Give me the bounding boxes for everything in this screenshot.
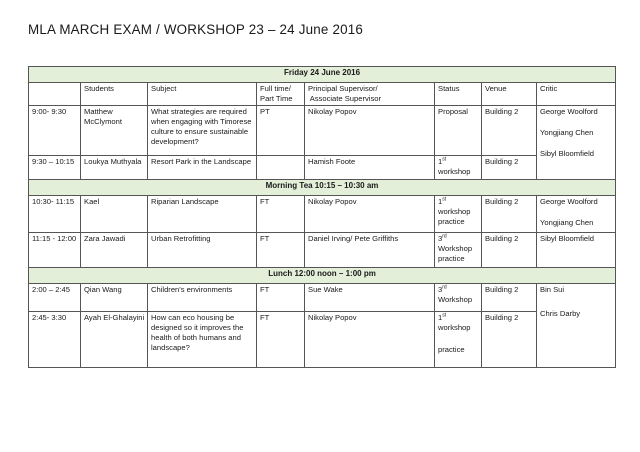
status-number: 3 xyxy=(438,234,443,243)
session-mode: PT xyxy=(257,106,305,156)
status-ordinal: st xyxy=(442,156,447,163)
session-venue: Building 2 xyxy=(482,196,537,233)
session-time: 9:30 – 10:15 xyxy=(29,156,81,180)
session-subject: What strategies are required when engaging with Timorese culture to ensure sustainable development? xyxy=(148,106,257,156)
session-subject: Children's environments xyxy=(148,284,257,312)
session-student: Matthew McClymont xyxy=(81,106,148,156)
critic-name: Yongjiang Chen xyxy=(540,218,594,227)
break-row xyxy=(29,180,616,196)
document-title: MLA MARCH EXAM / WORKSHOP 23 – 24 June 2016 xyxy=(28,22,364,37)
session-mode: FT xyxy=(257,284,305,312)
status-number: 1 xyxy=(438,157,443,166)
header-status: Status xyxy=(435,83,482,106)
critic-name: Sibyl Bloomfield xyxy=(540,149,595,158)
session-supervisor: Nikolay Popov xyxy=(305,312,435,368)
session-venue: Building 2 xyxy=(482,106,537,156)
session-status xyxy=(435,284,482,312)
table-row xyxy=(29,312,616,368)
session-critics-morning-2a xyxy=(537,196,616,233)
header-mode-line2: Part Time xyxy=(260,94,293,103)
schedule-table xyxy=(28,66,616,368)
column-header-row xyxy=(29,83,616,106)
session-venue: Building 2 xyxy=(482,284,537,312)
header-students: Students xyxy=(81,83,148,106)
session-mode: FT xyxy=(257,233,305,268)
critic-name: Chris Darby xyxy=(540,309,581,318)
day-header-row xyxy=(29,67,616,83)
status-number: 3 xyxy=(438,285,443,294)
status-text: workshop xyxy=(438,323,471,332)
session-supervisor: Nikolay Popov xyxy=(305,106,435,156)
status-number: 1 xyxy=(438,197,443,206)
status-text: workshop xyxy=(438,167,471,176)
header-time xyxy=(29,83,81,106)
session-time: 9:00- 9:30 xyxy=(29,106,81,156)
status-ordinal: rd xyxy=(442,284,447,291)
table-row xyxy=(29,196,616,233)
session-student: Loukya Muthyala xyxy=(81,156,148,180)
day-header: Friday 24 June 2016 xyxy=(29,67,616,83)
header-subject: Subject xyxy=(148,83,257,106)
lunch-break: Lunch 12:00 noon – 1:00 pm xyxy=(29,268,616,284)
session-status xyxy=(435,196,482,233)
morning-tea-break: Morning Tea 10:15 – 10:30 am xyxy=(29,180,616,196)
session-subject: Riparian Landscape xyxy=(148,196,257,233)
session-supervisor: Sue Wake xyxy=(305,284,435,312)
session-venue: Building 2 xyxy=(482,156,537,180)
critic-name: George Woolford xyxy=(540,107,598,116)
session-supervisor: Hamish Foote xyxy=(305,156,435,180)
session-student: Kael xyxy=(81,196,148,233)
session-venue: Building 2 xyxy=(482,312,537,368)
session-status xyxy=(435,233,482,268)
status-extra: practice xyxy=(438,345,465,354)
header-venue: Venue xyxy=(482,83,537,106)
status-ordinal: rd xyxy=(442,233,447,240)
status-text: Workshop practice xyxy=(438,244,473,263)
header-mode-line1: Full time/ xyxy=(260,84,291,93)
header-supervisor-line1: Principal Supervisor/ xyxy=(308,84,378,93)
header-supervisor-line2: Associate Supervisor xyxy=(308,94,382,103)
header-critic: Critic xyxy=(537,83,616,106)
session-supervisor: Daniel Irving/ Pete Griffiths xyxy=(305,233,435,268)
session-status xyxy=(435,156,482,180)
session-supervisor: Nikolay Popov xyxy=(305,196,435,233)
header-supervisor xyxy=(305,83,435,106)
status-text: Workshop xyxy=(438,295,473,304)
header-mode xyxy=(257,83,305,106)
session-critics-morning-2b: Sibyl Bloomfield xyxy=(537,233,616,268)
status-number: 1 xyxy=(438,313,443,322)
status-ordinal: st xyxy=(442,312,447,319)
session-time: 2:00 – 2:45 xyxy=(29,284,81,312)
table-row xyxy=(29,106,616,156)
table-row xyxy=(29,233,616,268)
session-status xyxy=(435,312,482,368)
session-subject: Urban Retrofitting xyxy=(148,233,257,268)
session-venue: Building 2 xyxy=(482,233,537,268)
session-mode: FT xyxy=(257,312,305,368)
session-critics-morning-1 xyxy=(537,106,616,180)
session-critics-afternoon xyxy=(537,284,616,368)
break-row xyxy=(29,268,616,284)
session-mode xyxy=(257,156,305,180)
table-row xyxy=(29,156,616,180)
session-student: Ayah El-Ghalayini xyxy=(81,312,148,368)
status-text: workshop practice xyxy=(438,207,471,226)
status-ordinal: st xyxy=(442,196,447,203)
session-status: Proposal xyxy=(435,106,482,156)
critic-name: Yongjiang Chen xyxy=(540,128,594,137)
session-student: Qian Wang xyxy=(81,284,148,312)
session-time: 2:45- 3:30 xyxy=(29,312,81,368)
session-time: 11:15 - 12:00 xyxy=(29,233,81,268)
critic-name: Bin Sui xyxy=(540,285,565,294)
session-subject: How can eco housing be designed so it improves the health of both humans and landscape? xyxy=(148,312,257,368)
session-time: 10:30- 11:15 xyxy=(29,196,81,233)
table-row xyxy=(29,284,616,312)
session-student: Zara Jawadi xyxy=(81,233,148,268)
session-mode: FT xyxy=(257,196,305,233)
critic-name: George Woolford xyxy=(540,197,598,206)
session-subject: Resort Park in the Landscape xyxy=(148,156,257,180)
